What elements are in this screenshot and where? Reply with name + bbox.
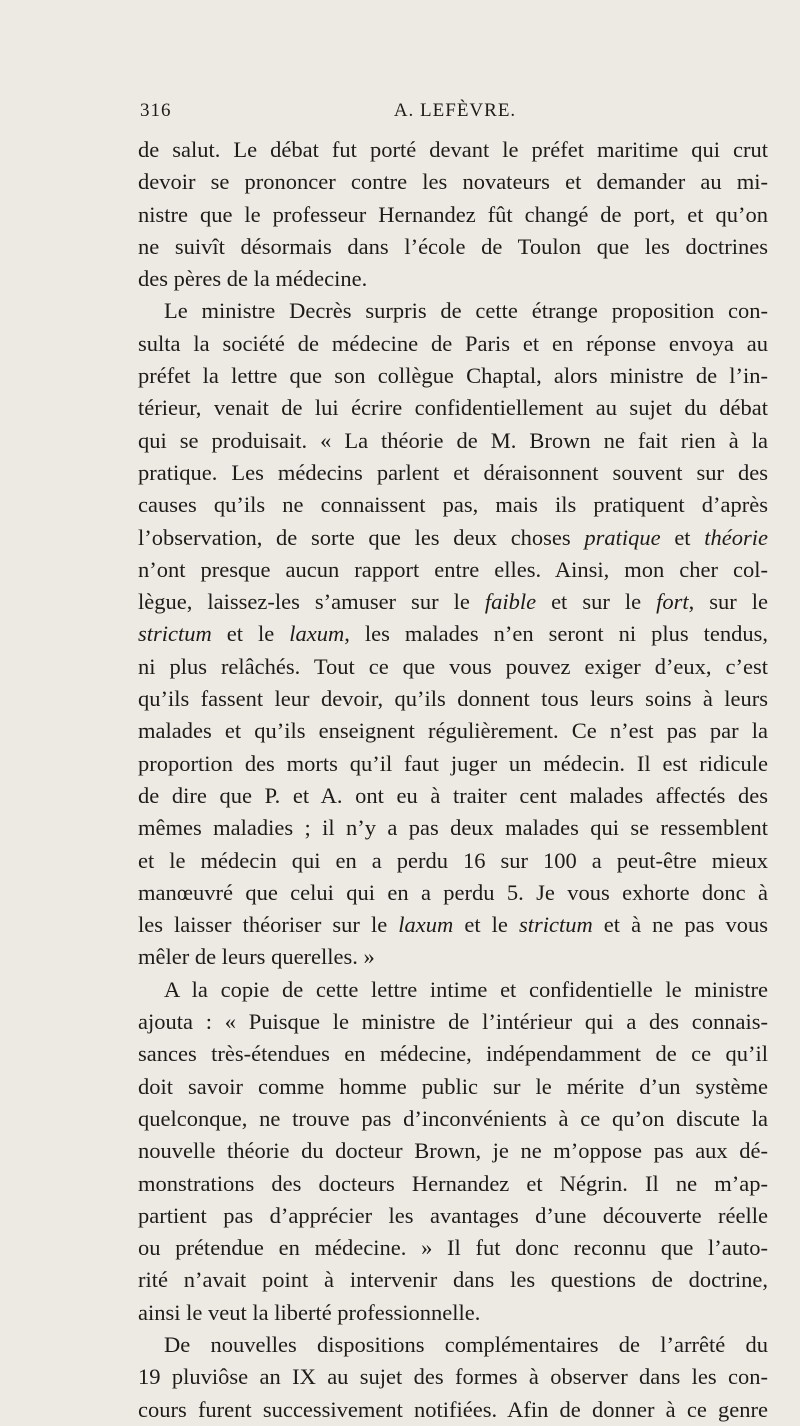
text-line: strictum et le laxum, les malades n’en seront ni plus tendus, <box>138 621 768 647</box>
text-line: doit savoir comme homme public sur le mérite d’un système <box>138 1073 768 1099</box>
text-line: Le ministre Decrès surpris de cette étrange proposition con- <box>164 298 768 324</box>
text-line: de dire que P. et A. ont eu à traiter cent malades affectés des <box>138 782 768 808</box>
text-line: partient pas d’apprécier les avantages d’une découverte réelle <box>138 1202 768 1228</box>
text-line: mêler de leurs querelles. » <box>138 944 375 970</box>
text-line: nistre que le professeur Hernandez fût changé de port, et qu’on <box>138 201 768 227</box>
text-line: rité n’avait point à intervenir dans les questions de doctrine, <box>138 1267 768 1293</box>
text-line: les laisser théoriser sur le laxum et le strictum et à ne pas vous <box>138 912 768 938</box>
page-number: 316 <box>140 100 172 121</box>
italic-term: laxum <box>289 621 345 647</box>
text-line: causes qu’ils ne connaissent pas, mais ils pratiquent d’après <box>138 492 768 518</box>
text-line: cours furent successivement notifiées. Afin de donner à ce genre <box>138 1396 768 1422</box>
italic-term: strictum <box>518 912 593 938</box>
text-line: monstrations des docteurs Hernandez et Négrin. Il ne m’ap- <box>138 1170 768 1196</box>
text-line: pratique. Les médecins parlent et déraisonnent souvent sur des <box>138 459 768 485</box>
text-line: quelconque, ne trouve pas d’inconvénients à ce qu’on discute la <box>138 1105 768 1131</box>
text-line: sances très-étendues en médecine, indépendamment de ce qu’il <box>138 1041 768 1067</box>
text-line: De nouvelles dispositions complémentaires de l’arrêté du <box>164 1331 768 1357</box>
text-line: ou prétendue en médecine. » Il fut donc reconnu que l’auto- <box>138 1235 768 1261</box>
text-line: térieur, venait de lui écrire confidentiellement au sujet du débat <box>138 395 768 421</box>
text-line: n’ont presque aucun rapport entre elles. Ainsi, mon cher col- <box>138 556 768 582</box>
text-line: mêmes maladies ; il n’y a pas deux malades qui se ressemblent <box>138 815 768 841</box>
text-line: préfet la lettre que son collègue Chaptal, alors ministre de l’in- <box>138 363 768 389</box>
text-line: A la copie de cette lettre intime et confidentielle le ministre <box>164 976 768 1002</box>
text-line: devoir se prononcer contre les novateurs et demander au mi- <box>138 169 768 195</box>
text-line: l’observation, de sorte que les deux choses pratique et théorie <box>138 524 768 550</box>
italic-term: fort <box>656 589 689 615</box>
body-text <box>138 134 768 1426</box>
text-line: ajouta : « Puisque le ministre de l’intérieur qui a des connais- <box>138 1009 768 1035</box>
italic-term: pratique <box>584 524 661 550</box>
text-line: ni plus relâchés. Tout ce que vous pouvez exiger d’eux, c’est <box>138 653 768 679</box>
text-line: malades et qu’ils enseignent régulièrement. Ce n’est pas par la <box>138 718 768 744</box>
text-line: 19 pluviôse an IX au sujet des formes à observer dans les con- <box>138 1364 768 1390</box>
text-line: nouvelle théorie du docteur Brown, je ne m’oppose pas aux dé- <box>138 1138 768 1164</box>
text-line: et le médecin qui en a perdu 16 sur 100 a peut-être mieux <box>138 847 768 873</box>
text-line: lègue, laissez-les s’amuser sur le faible et sur le fort, sur le <box>138 589 768 615</box>
italic-term: laxum <box>398 912 454 938</box>
text-line: proportion des morts qu’il faut juger un médecin. Il est ridicule <box>138 750 768 776</box>
text-line: sulta la société de médecine de Paris et en réponse envoya au <box>138 330 768 356</box>
page-header <box>140 100 770 132</box>
text-line: qui se produisait. « La théorie de M. Brown ne fait rien à la <box>138 427 768 453</box>
italic-term: strictum <box>138 621 212 647</box>
text-line: de salut. Le débat fut porté devant le préfet maritime qui crut <box>138 137 768 162</box>
text-line: qu’ils fassent leur devoir, qu’ils donnent tous leurs soins à leurs <box>138 686 768 712</box>
text-line: ne suivît désormais dans l’école de Toulon que les doctrines <box>138 233 768 259</box>
italic-term: théorie <box>704 524 768 550</box>
text-line: des pères de la médecine. <box>138 266 368 292</box>
text-line: ainsi le veut la liberté professionnelle. <box>138 1299 481 1325</box>
italic-term: faible <box>484 589 537 615</box>
text-line: manœuvré que celui qui en a perdu 5. Je vous exhorte donc à <box>138 879 768 905</box>
running-head: A. LEFÈVRE. <box>393 100 517 121</box>
